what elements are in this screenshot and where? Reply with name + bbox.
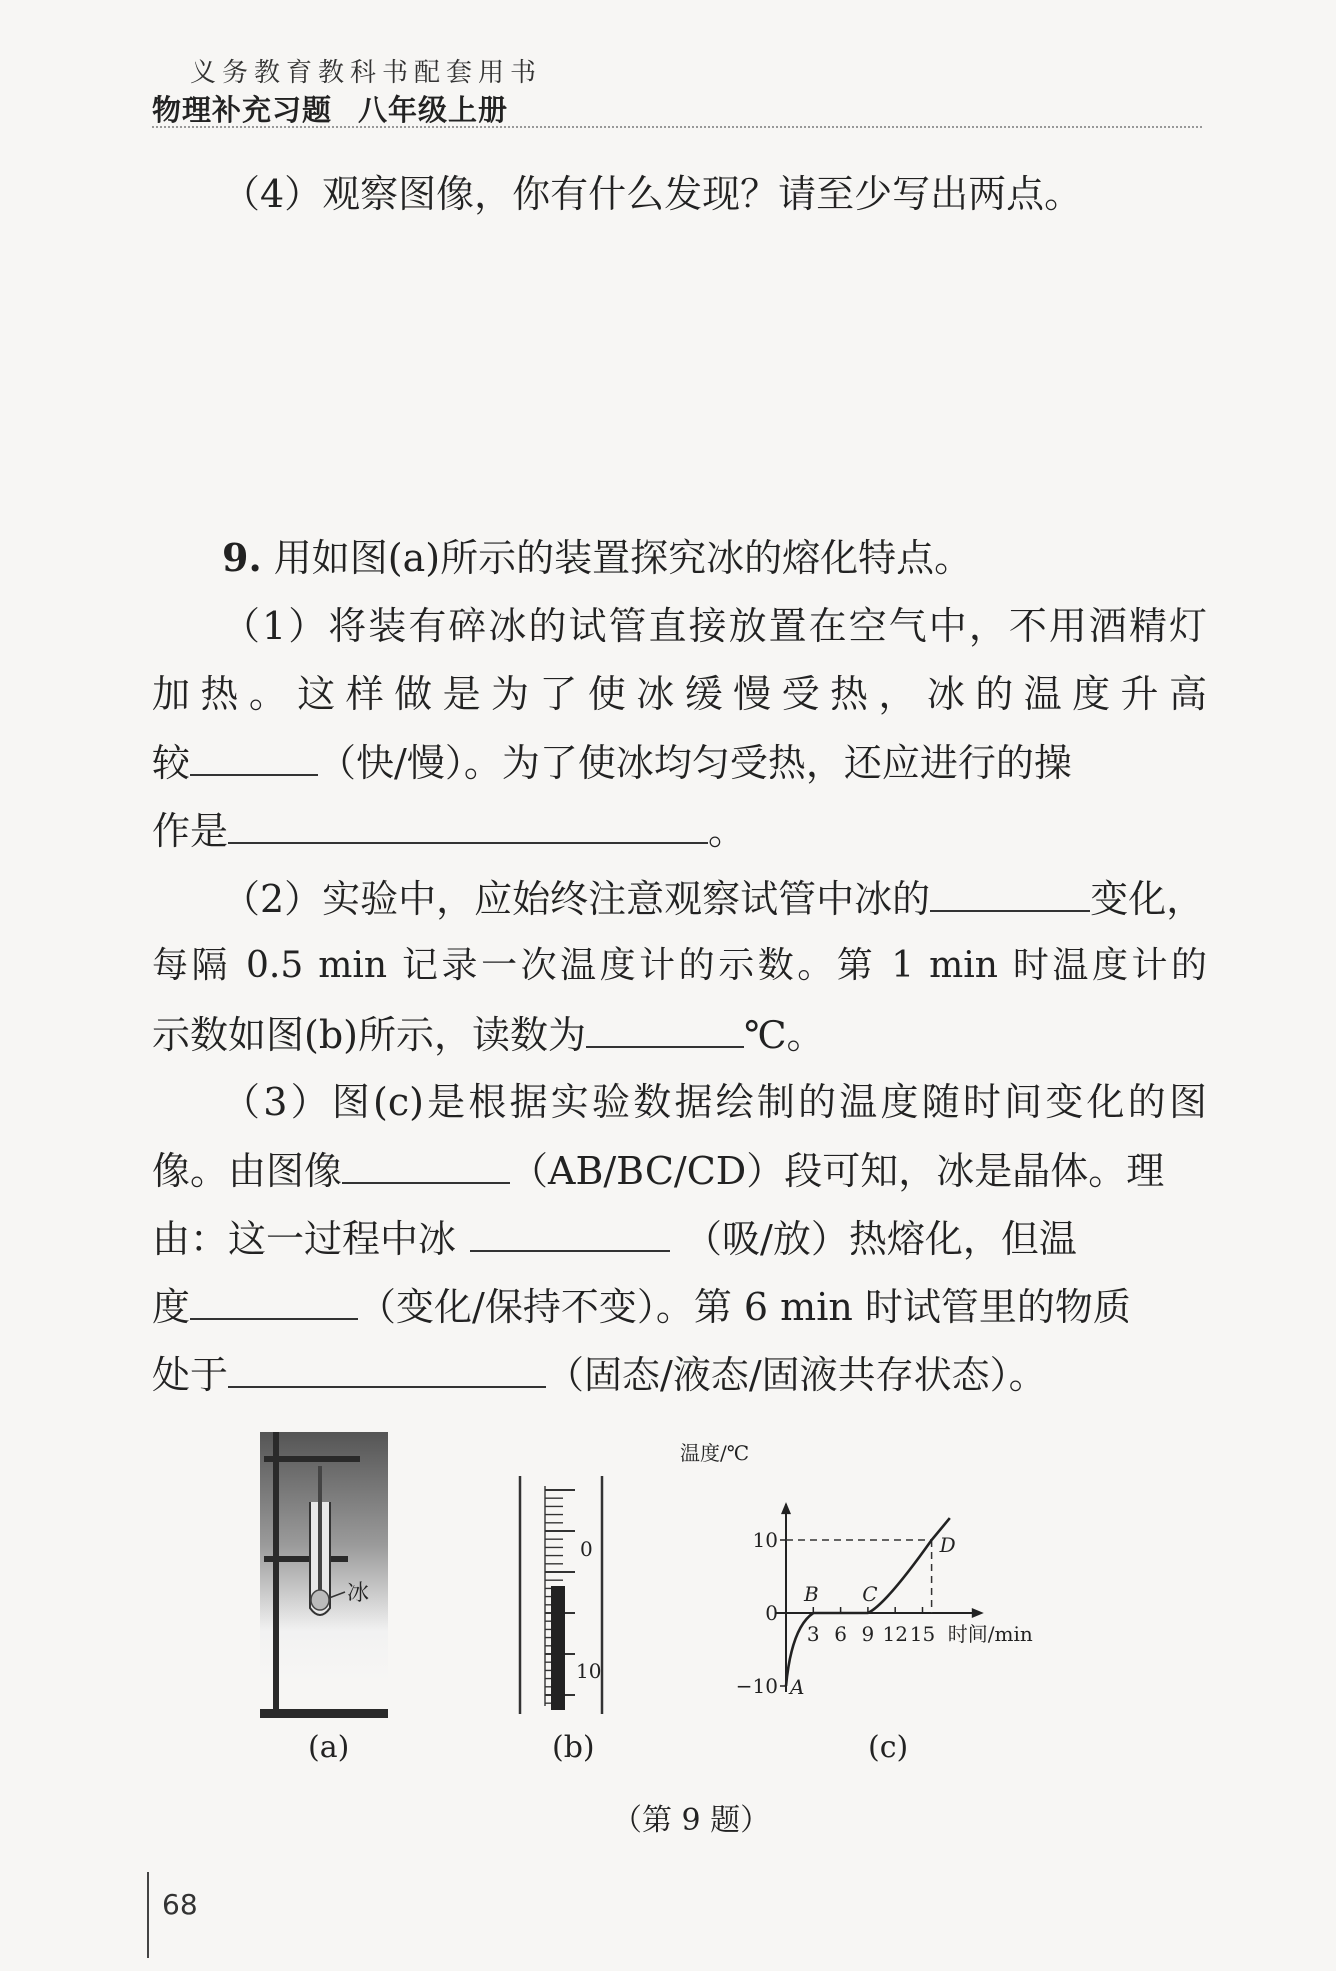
stand-rod (273, 1432, 279, 1714)
book-title (152, 88, 508, 129)
book-grade: 八年级上册 (358, 93, 509, 127)
answer-blank-8[interactable] (228, 1350, 546, 1388)
q9-p3-line3-prefix: 由：这一过程中冰 (152, 1217, 457, 1261)
q9-p1-line4 (152, 806, 746, 855)
figure-c-label: (c) (868, 1730, 909, 1765)
q9-p3-line2 (152, 1146, 1164, 1195)
ice-chunks (311, 1590, 329, 1610)
q9-number: 9. (222, 535, 262, 580)
q9-p1-line4-prefix: 作是 (152, 809, 229, 853)
page-number: 68 (162, 1888, 198, 1921)
point-label-a: A (790, 1675, 805, 1699)
figure-a-label: (a) (308, 1730, 350, 1765)
q9-p2-line3 (152, 1010, 825, 1059)
x-tick-label: 6 (834, 1622, 847, 1646)
mercury-column (551, 1586, 565, 1710)
prev-question-4: （4）观察图像，你有什么发现？请至少写出两点。 (222, 172, 1083, 216)
point-label-b: B (803, 1582, 819, 1606)
q9-p1-line3-prefix: 较 (152, 741, 191, 785)
answer-blank-4[interactable] (586, 1010, 744, 1048)
thermometer-label-10: 10 (576, 1659, 602, 1683)
thermometer-label-0: 0 (580, 1537, 593, 1561)
q9-p1-line4-suffix: 。 (708, 809, 747, 853)
page-number-bar (147, 1872, 149, 1958)
q9-p3-line3-suffix: （吸/放）热熔化，但温 (684, 1217, 1077, 1261)
answer-blank-1[interactable] (190, 738, 318, 776)
header-divider (152, 126, 1202, 128)
q9-p3-line5-suffix: （固态/液态/固液共存状态）。 (546, 1353, 1047, 1397)
q9-stem (222, 534, 972, 582)
chart-marks (680, 1441, 1033, 1699)
y-tick-label: 0 (765, 1601, 778, 1625)
ice-label: 冰 (347, 1581, 370, 1606)
figure-a-apparatus (250, 1432, 400, 1722)
y-axis-title: 温度/℃ (680, 1441, 750, 1465)
y-tick-label: −10 (735, 1674, 778, 1698)
answer-blank-3[interactable] (930, 874, 1090, 912)
y-axis-arrow (781, 1502, 791, 1514)
tube-clamp (264, 1556, 348, 1562)
q9-p3-line4-suffix: （变化/保持不变）。第 6 min 时试管里的物质 (358, 1285, 1131, 1329)
q9-p2-line3-suffix: ℃。 (743, 1013, 825, 1057)
tube-thermometer (318, 1466, 322, 1606)
figure-b-label: (b) (552, 1730, 595, 1765)
point-label-c: C (862, 1582, 878, 1606)
stand-base (260, 1709, 388, 1718)
q9-p2-line3-prefix: 示数如图(b)所示，读数为 (152, 1013, 586, 1057)
book-name: 物理补充习题 (152, 93, 333, 127)
q9-p2-line1 (222, 874, 1204, 923)
series-title: 义务教育教科书配套用书 (190, 58, 543, 88)
q9-p3-line3 (152, 1214, 1077, 1263)
q9-p3-line5-prefix: 处于 (152, 1353, 229, 1397)
figure-b-thermometer (510, 1470, 630, 1720)
q9-p1-line1: （1）将装有碎冰的试管直接放置在空气中，不用酒精灯 (222, 604, 1207, 648)
q9-p1-line2: 加热。这样做是为了使冰缓慢受热，冰的温度升高 (152, 672, 1207, 716)
q9-p2-line2: 每隔 0.5 min 记录一次温度计的示数。第 1 min 时温度计的 (152, 945, 1207, 986)
x-tick-label: 15 (909, 1622, 936, 1646)
x-axis-title: 时间/min (947, 1622, 1033, 1646)
x-tick-label: 12 (882, 1622, 908, 1646)
x-axis-arrow (972, 1608, 984, 1618)
figure-c-chart (680, 1436, 1100, 1731)
answer-blank-5[interactable] (342, 1146, 510, 1184)
top-clamp (264, 1456, 360, 1462)
q9-p3-line4-prefix: 度 (152, 1285, 191, 1329)
figure-caption: （第 9 题） (612, 1803, 771, 1838)
q9-p3-line2-suffix: （AB/BC/CD）段可知，冰是晶体。理 (510, 1149, 1165, 1193)
q9-p1-line3-suffix: （快/慢）。为了使冰均匀受热，还应进行的操 (318, 741, 1072, 785)
q9-p3-line4 (152, 1282, 1131, 1331)
q9-p3-line1: （3）图(c)是根据实验数据绘制的温度随时间变化的图 (222, 1080, 1207, 1124)
x-tick-label: 3 (806, 1622, 820, 1646)
y-tick-label: 10 (752, 1528, 778, 1552)
point-label-d: D (939, 1533, 956, 1557)
q9-p1-line3 (152, 738, 1072, 787)
q9-stem-text: 用如图(a)所示的装置探究冰的熔化特点。 (273, 536, 973, 580)
answer-blank-6[interactable] (470, 1214, 670, 1252)
q9-p3-line2-prefix: 像。由图像 (152, 1149, 343, 1193)
answer-blank-7[interactable] (190, 1282, 358, 1320)
q9-p2-line1-prefix: （2）实验中，应始终注意观察试管中冰的 (222, 877, 931, 921)
q9-p2-line1-suffix: 变化， (1090, 877, 1205, 921)
answer-blank-2[interactable] (228, 806, 708, 844)
q9-p3-line5 (152, 1350, 1047, 1399)
x-tick-label: 9 (861, 1622, 875, 1646)
